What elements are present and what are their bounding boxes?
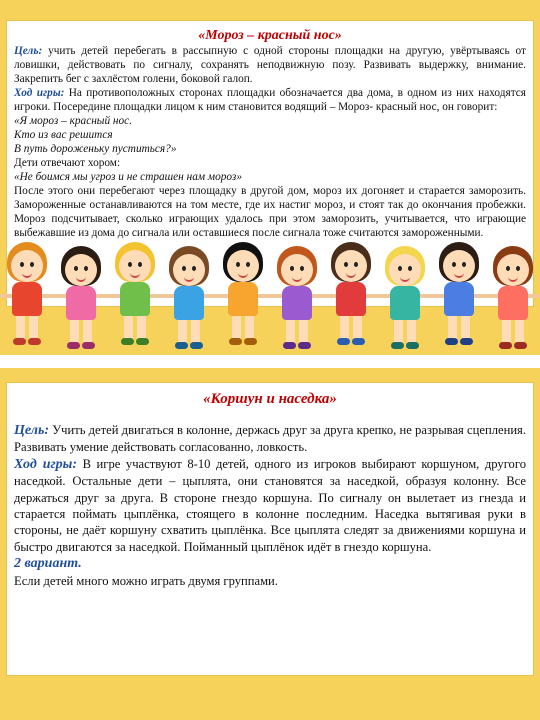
variant-text: Если детей много можно играть двумя группами.: [14, 573, 278, 588]
game-title: «Коршун и наседка»: [203, 391, 337, 407]
child-figure: [433, 242, 485, 350]
variant-label-text: 2 вариант: [14, 556, 79, 572]
goal-paragraph: [14, 44, 526, 86]
child-figure: [163, 246, 215, 354]
progress-label: Ход игры:: [14, 87, 65, 99]
progress-text: В игре участвуют 8-10 детей, одного из игроков выбирают коршуном, другого наседкой. Остальные дети – цыплята, они становятся за наседкой, образуя колонну. Все держаться друг за друга. В стороне гнездо коршуна. По сигналу он вылетает из гнезда и старается поймать цыплёнка, стоящего в колонне последним. Наседка вытягивая руки в стороны, не даёт коршуну схватить цыплёнка. Все цыплята следят за движениями коршуна и быстро двигаются за наседкой. Пойманный цыплёнок идёт в гнездо коршуна.: [14, 456, 526, 554]
reply-intro: Дети отвечают хором:: [14, 157, 121, 169]
goal-label: Цель:: [14, 45, 43, 57]
reply-line: «Не боимся мы угроз и не страшен нам мороз»: [14, 171, 242, 183]
progress-label: Ход игры:: [14, 456, 78, 472]
poem-line: Кто из вас решится: [14, 129, 113, 141]
goal-paragraph: [14, 422, 526, 456]
goal-text: учить детей перебегать в рассыпную с одной стороны площадки на другую, увёртываясь от ловишки, действовать по сигналу, сохранять неподвижную позу. Развивать выдержку, внимание. Закрепить бег с захлёстом голени, боковой галоп.: [14, 45, 526, 85]
game-title: «Мороз – красный нос»: [198, 28, 342, 43]
goal-text: Учить детей двигаться в колонне, держась друг за друга крепко, не разрывая сцепления. Развивать умение действовать согласованно, ловкость.: [14, 423, 526, 455]
poem-line: «Я мороз – красный нос.: [14, 115, 133, 127]
child-figure: [379, 246, 431, 354]
child-figure: [271, 246, 323, 354]
variant-label: 2 вариант.: [14, 556, 82, 572]
game-card-korshun: [0, 368, 540, 720]
child-figure: [109, 242, 161, 350]
child-figure: [325, 242, 377, 350]
poem-line: В путь дороженьку пуститься?»: [14, 143, 177, 155]
progress-text: На противоположных сторонах площадки обозначается два дома, в одном из них находятся игроки. Посередине площадки лицом к ним становится водящий – Мороз- красный нос, он говорит:: [14, 87, 526, 113]
child-figure: [55, 246, 107, 354]
child-figure: [217, 242, 269, 350]
progress-paragraph: [14, 86, 526, 114]
game-card-moroz: [0, 0, 540, 355]
children-illustration: [0, 242, 540, 352]
game-text-panel: [6, 382, 534, 676]
rules-paragraph: После этого они перебегают через площадку в другой дом, мороз их догоняет и старается заморозить. Замороженные останавливаются на том месте, где их настиг мороз, и стоят так до окончания пробежки. Мороз подсчитывает, сколько играющих удалось при этом заморозить, учитывается, что играющие выбежавшие из дома до сигнала или оставшиеся после сигнала тоже считаются замороженными.: [14, 185, 526, 239]
progress-paragraph: [14, 456, 526, 555]
child-figure: [1, 242, 53, 350]
goal-label: Цель:: [14, 423, 49, 438]
child-figure: [487, 246, 539, 354]
